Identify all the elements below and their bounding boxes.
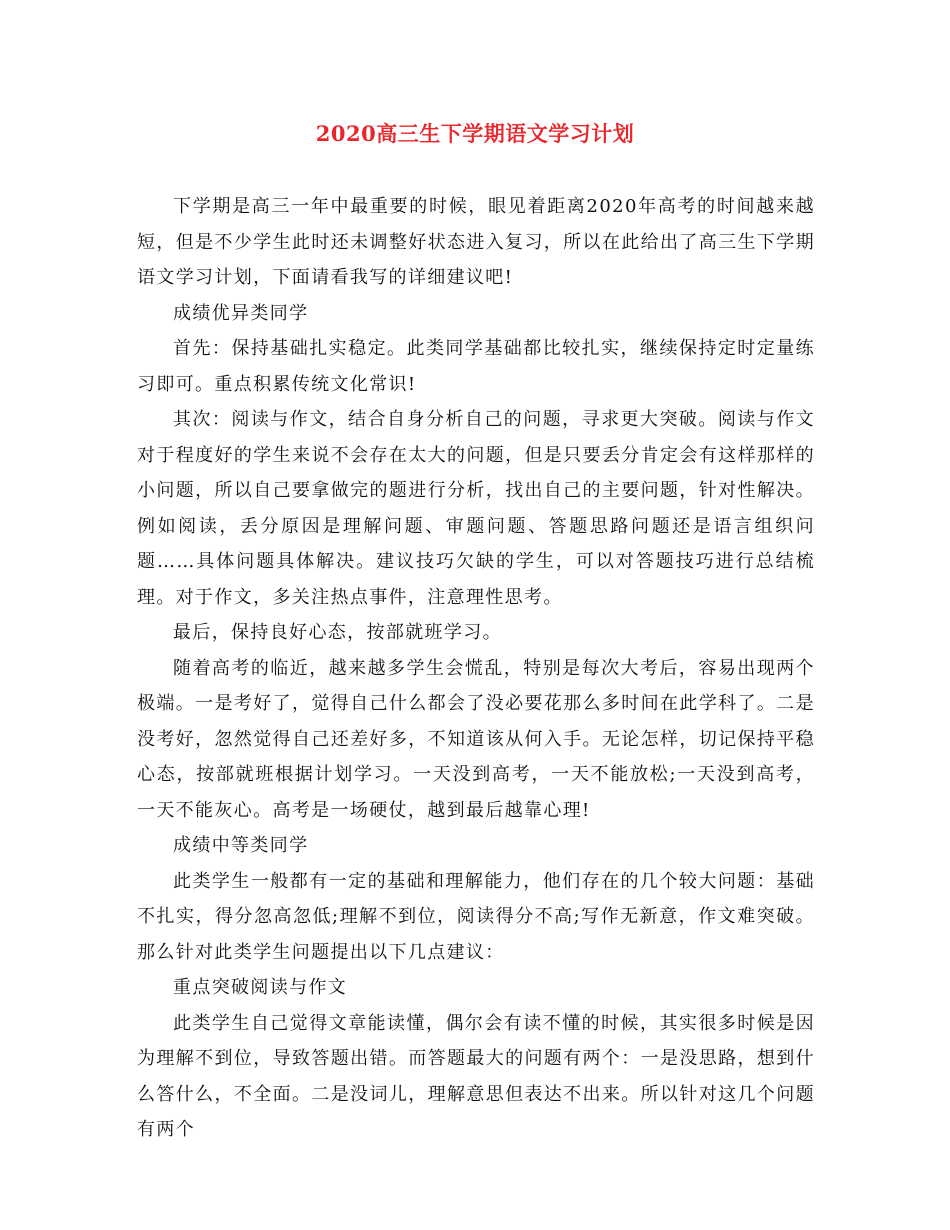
heading-average-students: 成绩中等类同学 xyxy=(173,835,309,856)
paragraph-average-problems: 此类学生一般都有一定的基础和理解能力，他们存在的几个较大问题：基础不扎实，得分忽高忽低;理解不到位，阅读得分不高;写作无新意，作文难突破。那么针对此类学生问题提出以下几点建议： xyxy=(137,870,815,963)
paragraph-reading-writing: 此类学生自己觉得文章能读懂，偶尔会有读不懂的时候，其实很多时候是因为理解不到位，导致答题出错。而答题最大的问题有两个：一是没思路，想到什么答什么，不全面。二是没词儿，理解意思但表达不出来。所以针对这几个问题有两个 xyxy=(137,1012,815,1140)
paragraph-mindset: 随着高考的临近，越来越多学生会慌乱，特别是每次大考后，容易出现两个极端。一是考好了，觉得自己什么都会了没必要花那么多时间在此学科了。二是没考好，忽然觉得自己还差好多，不知道该从何入手。无论怎样，切记保持平稳心态，按部就班根据计划学习。一天没到高考，一天不能放松;一天没到高考，一天不能灰心。高考是一场硬仗，越到最后越靠心理! xyxy=(137,657,815,821)
paragraph-first: 首先：保持基础扎实稳定。此类同学基础都比较扎实，继续保持定时定量练习即可。重点积累传统文化常识! xyxy=(137,338,815,395)
paragraph-intro: 下学期是高三一年中最重要的时候，眼见着距离2020年高考的时间越来越短，但是不少学生此时还未调整好状态进入复习，所以在此给出了高三生下学期语文学习计划，下面请看我写的详细建议吧! xyxy=(137,196,815,288)
heading-excellent-students: 成绩优异类同学 xyxy=(173,302,309,324)
heading-reading-writing: 重点突破阅读与作文 xyxy=(173,977,348,998)
document-body xyxy=(137,189,815,1148)
paragraph-last: 最后，保持良好心态，按部就班学习。 xyxy=(173,622,502,643)
document-title: 2020高三生下学期语文学习计划 xyxy=(315,121,635,146)
paragraph-second: 其次：阅读与作文，结合自身分析自己的问题，寻求更大突破。阅读与作文对于程度好的学生来说不会存在太大的问题，但是只要丢分肯定会有这样那样的小问题，所以自己要拿做完的题进行分析，找出自己的主要问题，针对性解决。例如阅读，丢分原因是理解问题、审题问题、答题思路问题还是语言组织问题……具体问题具体解决。建议技巧欠缺的学生，可以对答题技巧进行总结梳理。对于作文，多关注热点事件，注意理性思考。 xyxy=(137,409,815,608)
